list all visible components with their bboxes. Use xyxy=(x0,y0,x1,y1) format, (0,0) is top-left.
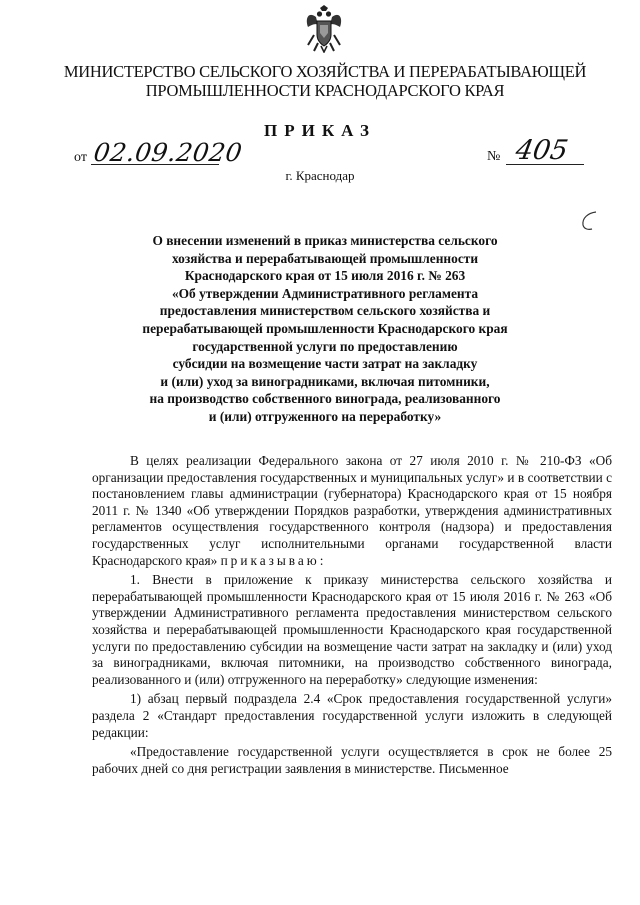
ministry-name xyxy=(40,62,610,100)
handwritten-number: 405 xyxy=(513,135,571,166)
coat-of-arms-emblem xyxy=(304,5,344,53)
title-line: «Об утверждении Административного регламента xyxy=(171,285,479,301)
number-label: № xyxy=(487,149,501,164)
pen-mark-icon xyxy=(578,210,598,232)
order-word: приказываю: xyxy=(220,552,327,568)
preamble-text: В целях реализации Федерального закона от 27 июля 2010 г. № 210-ФЗ «Об организации предоставления государственных и муниципальных услуг» и в соответствии с постановлением главы администрации (губернатора) Краснодарского края от 15 ноября 2011 г. № 1340 «Об утверждении Порядков разработки, утверждения административных регламентов осуществления государственного контроля (надзора) и предоставления государственных услуг исполнительными органами государственной власти Краснодарского края» xyxy=(92,453,612,568)
title-line: Краснодарского края от 15 июля 2016 г. № 263 xyxy=(184,268,466,284)
handwritten-date: 02.09.2020 xyxy=(91,138,245,167)
date-label: от xyxy=(74,150,87,165)
item-1-1-paragraph: 1) абзац первый подраздела 2.4 «Срок предоставления государственной услуги» раздела 2 «Стандарт предоставления государственной услуги изложить в следующей редакции: xyxy=(92,691,612,740)
title-line: на производство собственного винограда, реализованного xyxy=(149,391,501,407)
title-line: О внесении изменений в приказ министерства сельского xyxy=(152,233,498,248)
order-title xyxy=(110,232,540,426)
quoted-paragraph: «Предоставление государственной услуги осуществляется в срок не более 25 рабочих дней со дня регистрации заявления в министерстве. Письменное xyxy=(92,744,612,776)
ministry-name-line2: ПРОМЫШЛЕННОСТИ КРАСНОДАРСКОГО КРАЯ xyxy=(145,81,505,100)
title-line: государственной услуги по предоставлению xyxy=(192,338,458,354)
title-line: перерабатывающей промышленности Краснодарского края xyxy=(142,320,508,336)
city-line: г. Краснодар xyxy=(285,168,355,183)
preamble-paragraph xyxy=(92,453,612,569)
item-1-paragraph: 1. Внести в приложение к приказу министерства сельского хозяйства и перерабатывающей промышленности Краснодарского края от 15 июля 2016 г. № 263 «Об утверждении Административного регламента предоставления министерством сельского хозяйства и перерабатывающей промышленности Краснодарского края государственной услуги по предоставлению субсидии на возмещение части затрат на закладку и (или) уход за виноградниками, включая питомники, на производство собственного винограда, реализованного и (или) отгруженного на переработку» следующие изменения: xyxy=(92,572,612,687)
document-type-heading: ПРИКАЗ xyxy=(264,121,376,140)
title-line: и (или) уход за виноградниками, включая питомники, xyxy=(160,373,490,389)
title-line: и (или) отгруженного на переработку» xyxy=(208,408,442,424)
title-line: субсидии на возмещение части затрат на закладку xyxy=(172,356,478,372)
title-line: предоставления министерством сельского хозяйства и xyxy=(159,303,491,319)
ministry-name-line1: МИНИСТЕРСТВО СЕЛЬСКОГО ХОЗЯЙСТВА И ПЕРЕРАБАТЫВАЮЩЕЙ xyxy=(63,62,587,81)
title-line: хозяйства и перерабатывающей промышленности xyxy=(171,250,479,266)
order-body xyxy=(92,453,612,777)
